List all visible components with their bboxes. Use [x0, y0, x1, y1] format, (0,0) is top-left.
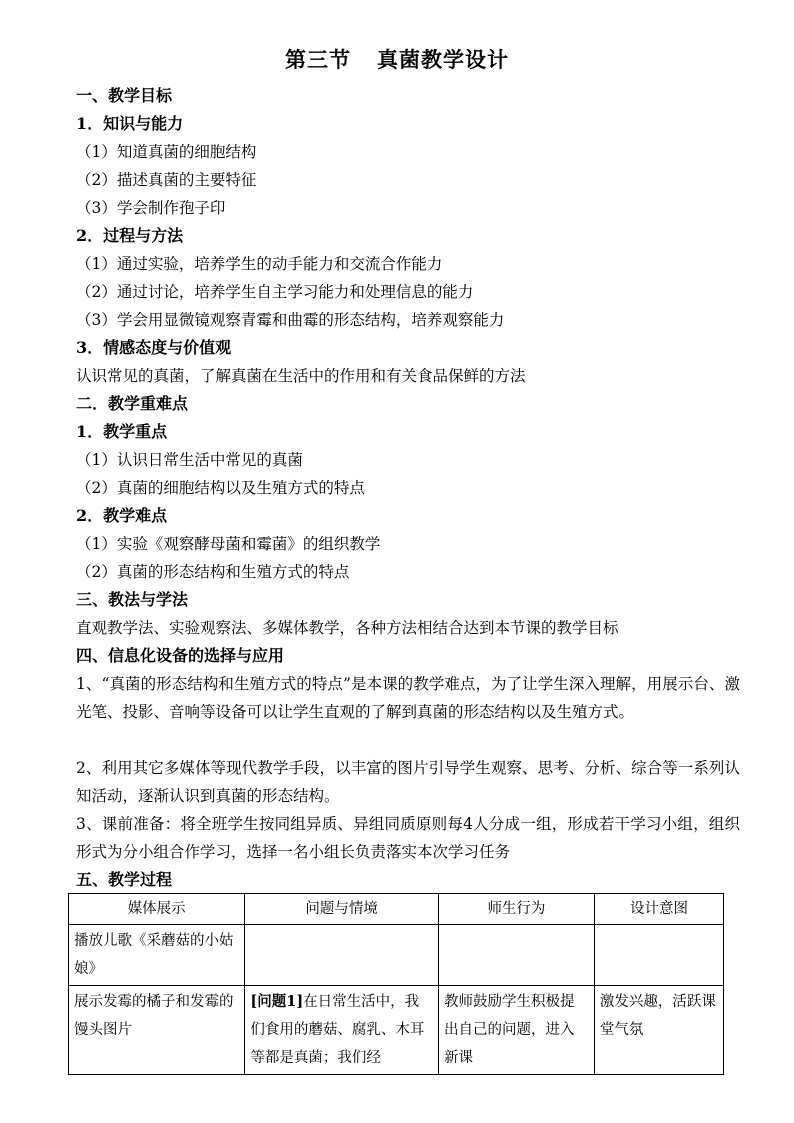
section-2-sub-1: 1．教学重点	[76, 422, 168, 441]
list-item: （2）真菌的细胞结构以及生殖方式的特点	[76, 479, 365, 497]
table-row	[69, 925, 724, 986]
section-2-heading: 二．教学重难点	[76, 394, 189, 413]
column-header-action: 师生行为	[438, 894, 594, 925]
table-row	[69, 986, 724, 1075]
section-1-heading: 一、教学目标	[76, 86, 173, 105]
cell-question	[245, 986, 439, 1075]
column-header-media: 媒体展示	[69, 894, 245, 925]
cell-action: 教师鼓励学生积极提出自己的问题，进入新课	[438, 986, 594, 1075]
list-item: （3）学会用显微镜观察青霉和曲霉的形态结构，培养观察能力	[76, 311, 505, 329]
teaching-process-table	[68, 893, 724, 1075]
section-4-paragraph-2: 2、利用其它多媒体等现代教学手段，以丰富的图片引导学生观察、思考、分析、综合等一系列认知活动，逐渐认识到真菌的形态结构。	[76, 759, 740, 805]
table-header-row	[69, 894, 724, 925]
column-header-question: 问题与情境	[245, 894, 439, 925]
list-item: （1）实验《观察酵母菌和霉菌》的组织教学	[76, 535, 381, 553]
section-1-sub-3: 3．情感态度与价值观	[76, 338, 232, 357]
cell-intent: 激发兴趣，活跃课堂气氛	[594, 986, 723, 1075]
section-3-heading: 三、教法与学法	[76, 590, 189, 609]
section-4-paragraph-3: 3、课前准备：将全班学生按同组异质、异组同质原则每4人分成一组，形成若干学习小组，组织形式为分小组合作学习，选择一名小组长负责落实本次学习任务	[76, 815, 740, 861]
list-item: （3）学会制作孢子印	[76, 199, 226, 217]
cell-media: 展示发霉的橘子和发霉的馒头图片	[69, 986, 245, 1075]
title-section: 第三节	[285, 47, 351, 72]
column-header-intent: 设计意图	[594, 894, 723, 925]
list-item: （2）真菌的形态结构和生殖方式的特点	[76, 563, 350, 581]
cell-media: 播放儿歌《采蘑菇的小姑娘》	[69, 925, 245, 986]
title-topic: 真菌教学设计	[377, 47, 509, 72]
section-2-sub-2: 2．教学难点	[76, 506, 168, 525]
list-item: （1）通过实验，培养学生的动手能力和交流合作能力	[76, 255, 443, 273]
list-item: （1）认识日常生活中常见的真菌	[76, 451, 303, 469]
cell-action	[438, 925, 594, 986]
section-5-heading: 五、教学过程	[76, 870, 173, 889]
list-item: （2）描述真菌的主要特征	[76, 171, 257, 189]
cell-intent	[594, 925, 723, 986]
section-1-sub-2: 2．过程与方法	[76, 226, 184, 245]
section-4-heading: 四、信息化设备的选择与应用	[76, 646, 285, 665]
section-1-sub-1: 1．知识与能力	[76, 114, 184, 133]
section-3-text: 直观教学法、实验观察法、多媒体教学，各种方法相结合达到本节课的教学目标	[76, 619, 619, 637]
section-4-paragraph-1: 1、“真菌的形态结构和生殖方式的特点”是本课的教学难点，为了让学生深入理解，用展示台、激光笔、投影、音响等设备可以让学生直观的了解到真菌的形态结构以及生殖方式。	[76, 675, 740, 721]
question-tag: [问题1]	[250, 993, 304, 1010]
section-1-sub-3-text: 认识常见的真菌，了解真菌在生活中的作用和有关食品保鲜的方法	[76, 367, 526, 385]
cell-question	[245, 925, 439, 986]
page-title	[0, 44, 794, 74]
list-item: （1）知道真菌的细胞结构	[76, 143, 257, 161]
question-text: 在日常生活中，我们食用的蘑菇、腐乳、木耳等都是真菌；我们经	[250, 994, 425, 1066]
list-item: （2）通过讨论，培养学生自主学习能力和处理信息的能力	[76, 283, 474, 301]
